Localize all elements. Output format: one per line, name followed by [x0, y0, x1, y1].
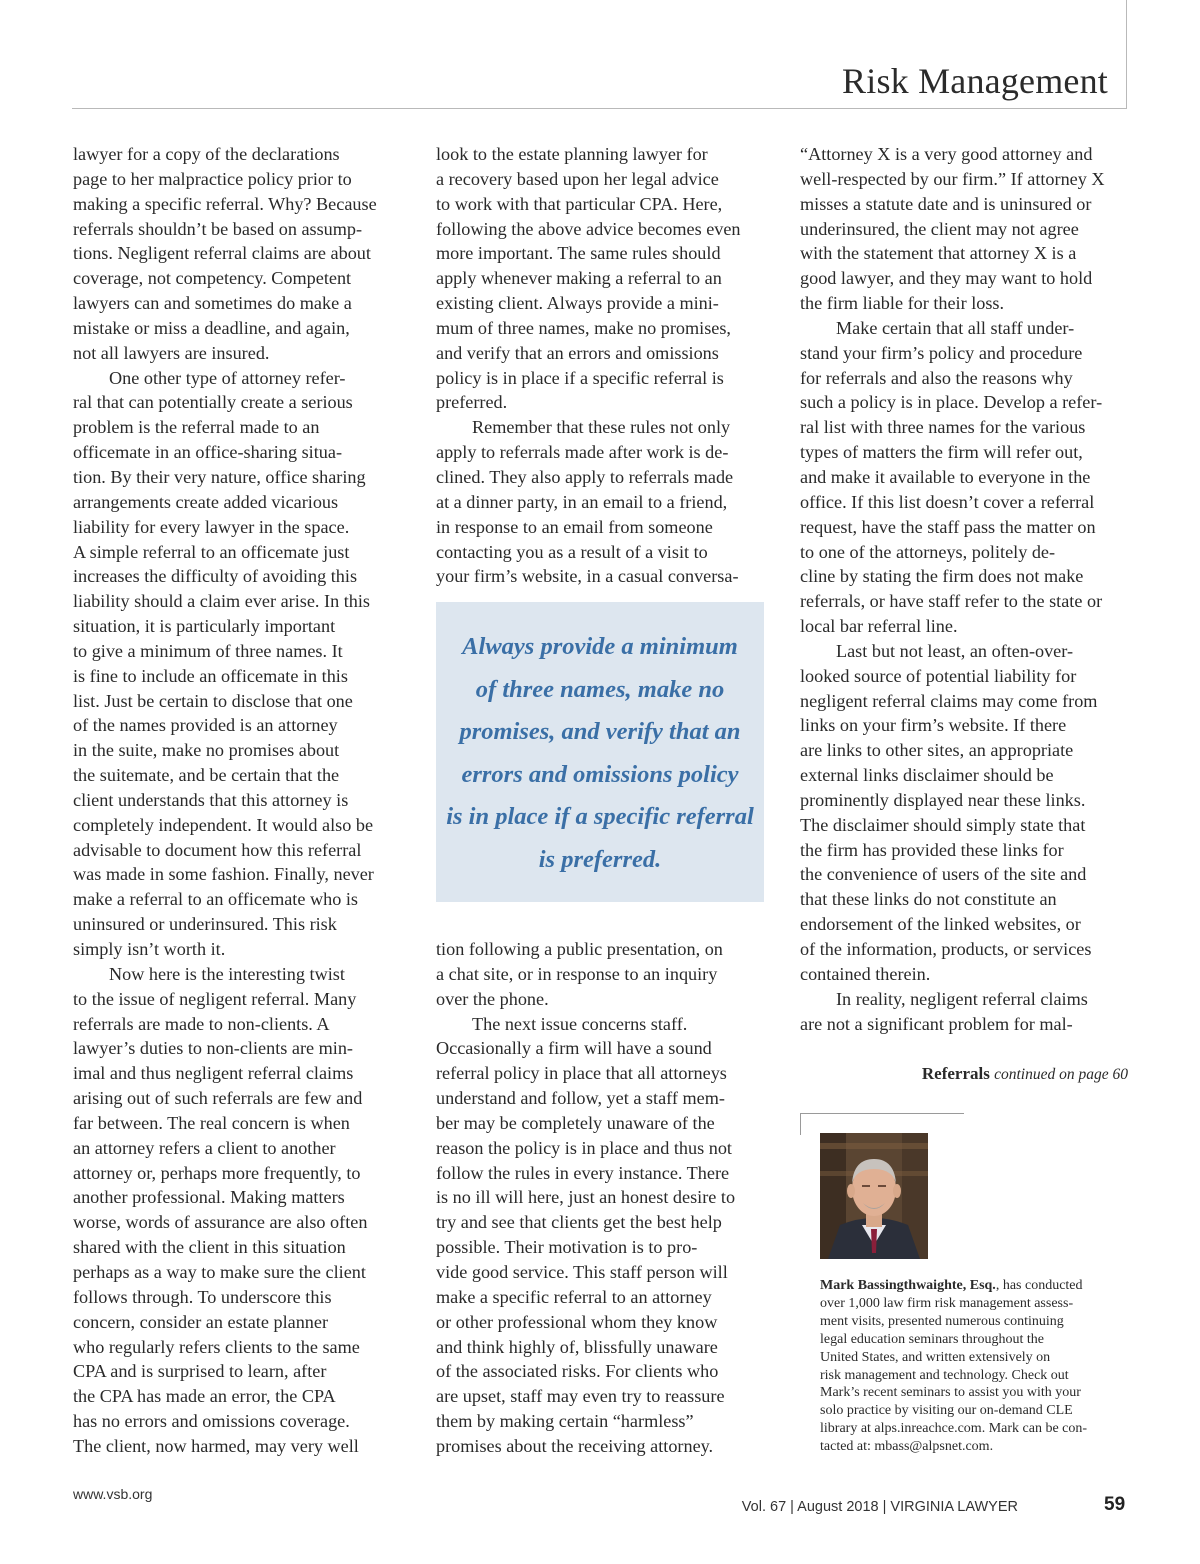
text-line: in the suite, make no promises about [73, 740, 340, 761]
text-line: not all lawyers are insured. [73, 342, 270, 363]
text-line: preferred. [436, 392, 508, 413]
text-line: the suitemate, and be certain that the [73, 765, 340, 786]
paragraph [73, 142, 413, 366]
text-line: following the above advice becomes even [436, 218, 741, 239]
pull-quote-line: is preferred. [538, 845, 662, 873]
text-line: more important. The same rules should [436, 243, 721, 264]
text-line: types of matters the firm will refer out, [800, 442, 1083, 463]
text-line: office. If this list doesn’t cover a referral [800, 491, 1095, 512]
text-line: page to her malpractice policy prior to [73, 168, 352, 189]
text-line: follow the rules in every instance. There [436, 1162, 730, 1183]
text-line: of the information, products, or services [800, 939, 1092, 959]
paragraph [73, 366, 413, 962]
paragraph [436, 142, 776, 415]
text-line: your firm’s website, in a casual conversa- [436, 566, 739, 587]
bio-line: legal education seminars throughout the [820, 1331, 1044, 1347]
paragraph [800, 142, 1140, 316]
text-line: of the associated risks. For clients who [436, 1361, 719, 1382]
section-title: Risk Management [842, 61, 1108, 101]
author-photo [820, 1133, 928, 1259]
text-line: to work with that particular CPA. Here, [436, 193, 723, 214]
pull-quote-text [436, 626, 764, 881]
text-line: that these links do not constitute an [800, 889, 1057, 910]
text-line: situation, it is particularly important [73, 616, 336, 637]
text-line: look to the estate planning lawyer for [436, 144, 708, 164]
text-line: make a referral to an officemate who is [73, 889, 358, 910]
text-line: simply isn’t worth it. [73, 939, 226, 959]
paragraph [436, 415, 776, 589]
text-line: referrals shouldn’t be based on assump- [73, 218, 363, 239]
author-portrait-graphic [820, 1133, 928, 1259]
text-line: external links disclaimer should be [800, 765, 1054, 786]
paragraph [436, 937, 776, 1012]
text-line: a chat site, or in response to an inquiry [436, 963, 718, 984]
text-line: reason the policy is in place and thus not [436, 1137, 732, 1158]
author-bio [820, 1277, 1128, 1456]
text-line: The client, now harmed, may very well [73, 1435, 359, 1456]
text-line: completely independent. It would also be [73, 814, 374, 835]
text-line: underinsured, the client may not agree [800, 218, 1079, 239]
text-line: misses a statute date and is uninsured or [800, 193, 1092, 214]
text-line: uninsured or underinsured. This risk [73, 914, 337, 935]
text-line: “Attorney X is a very good attorney and [800, 144, 1093, 164]
bio-lines [820, 1295, 1128, 1456]
text-line: make a specific referral to an attorney [436, 1286, 712, 1307]
text-line: them by making certain “harmless” [436, 1411, 694, 1432]
text-line: are not a significant problem for mal- [800, 1013, 1073, 1034]
paragraph [800, 639, 1140, 987]
text-line: liability should a claim ever arise. In this [73, 591, 370, 612]
text-line: over the phone. [436, 988, 549, 1009]
article-column-2-top [436, 142, 776, 589]
text-line: and verify that an errors and omissions [436, 342, 719, 363]
text-line: the firm liable for their loss. [800, 293, 1005, 314]
header-rule [72, 108, 1126, 109]
bio-rule [800, 1113, 964, 1114]
text-line: policy is in place if a specific referral is [436, 367, 724, 388]
text-line: increases the difficulty of avoiding this [73, 566, 358, 587]
bio-first-line [820, 1277, 1128, 1295]
text-line: with the statement that attorney X is a [800, 243, 1077, 264]
pull-quote-line: of three names, make no [475, 675, 725, 703]
text-line: links on your firm’s website. If there [800, 715, 1067, 736]
text-line: was made in some fashion. Finally, never [73, 864, 374, 885]
text-line: worse, words of assurance are also often [73, 1212, 368, 1233]
text-line: who regularly refers clients to the same [73, 1336, 360, 1357]
text-line: A simple referral to an officemate just [73, 541, 350, 562]
text-line: has no errors and omissions coverage. [73, 1411, 350, 1432]
text-line: or other professional whom they know [436, 1311, 718, 1332]
text-line: for referrals and also the reasons why [800, 367, 1073, 388]
continued-note [800, 1064, 1128, 1084]
bio-line: library at alps.inreachce.com. Mark can be con- [820, 1421, 1088, 1437]
text-line: referrals are made to non-clients. A [73, 1013, 330, 1034]
text-line: in response to an email from someone [436, 516, 713, 537]
text-line: tion. By their very nature, office sharing [73, 466, 366, 487]
text-line: another professional. Making matters [73, 1187, 345, 1208]
article-column-3 [800, 142, 1140, 1036]
footer-issue: Vol. 67 | August 2018 | VIRGINIA LAWYER [741, 1499, 1018, 1515]
text-line: negligent referral claims may come from [800, 690, 1098, 711]
text-line: apply whenever making a referral to an [436, 268, 722, 289]
text-line: attorney or, perhaps more frequently, to [73, 1162, 361, 1183]
text-line: concern, consider an estate planner [73, 1311, 329, 1332]
text-line: prominently displayed near these links. [800, 789, 1086, 810]
pull-quote-line: is in place if a specific referral [446, 803, 754, 830]
footer-url: www.vsb.org [73, 1486, 153, 1502]
text-line: such a policy is in place. Develop a refer- [800, 392, 1103, 413]
text-line: ral list with three names for the various [800, 417, 1086, 438]
text-line: contained therein. [800, 963, 931, 984]
text-line: looked source of potential liability for [800, 665, 1077, 686]
text-line: cline by stating the firm does not make [800, 566, 1084, 587]
text-line: Remember that these rules not only [472, 417, 731, 438]
text-line: CPA and is surprised to learn, after [73, 1361, 327, 1382]
article-column-2-bottom [436, 937, 776, 1459]
text-line: mum of three names, make no promises, [436, 317, 731, 338]
text-line: In reality, negligent referral claims [836, 988, 1088, 1009]
text-line: possible. Their motivation is to pro- [436, 1237, 698, 1258]
text-line: to give a minimum of three names. It [73, 640, 343, 661]
text-line: the convenience of users of the site and [800, 864, 1087, 885]
paragraph [800, 316, 1140, 639]
text-line: apply to referrals made after work is de- [436, 442, 729, 463]
text-line: officemate in an office-sharing situa- [73, 442, 343, 463]
text-line: lawyer for a copy of the declarations [73, 144, 340, 164]
header-vertical-rule [1126, 0, 1127, 109]
text-line: perhaps as a way to make sure the client [73, 1261, 366, 1282]
text-line: are upset, staff may even try to reassure [436, 1386, 725, 1407]
text-line: mistake or miss a deadline, and again, [73, 317, 350, 338]
text-line: to the issue of negligent referral. Many [73, 988, 357, 1009]
text-line: stand your firm’s policy and procedure [800, 342, 1083, 363]
text-line: advisable to document how this referral [73, 839, 362, 860]
paragraph [800, 987, 1140, 1037]
text-line: to one of the attorneys, politely de- [800, 541, 1056, 562]
text-line: is no ill will here, just an honest desire to [436, 1187, 736, 1208]
text-line: well-respected by our firm.” If attorney X [800, 168, 1105, 189]
text-line: list. Just be certain to disclose that one [73, 690, 353, 711]
bio-line: Mark’s recent seminars to assist you with your [820, 1385, 1081, 1401]
bio-vertical-rule [800, 1113, 801, 1135]
text-line: contacting you as a result of a visit to [436, 541, 708, 562]
text-line: are links to other sites, an appropriate [800, 740, 1074, 761]
text-line: the firm has provided these links for [800, 839, 1064, 860]
text-line: request, have the staff pass the matter on [800, 516, 1096, 537]
text-line: One other type of attorney refer- [109, 367, 346, 388]
text-line: Last but not least, an often-over- [836, 640, 1074, 661]
bio-line: United States, and written extensively on [820, 1349, 1051, 1365]
text-line: at a dinner party, in an email to a friend, [436, 491, 728, 512]
text-line: good lawyer, and they may want to hold [800, 268, 1093, 289]
text-line: tion following a public presentation, on [436, 939, 723, 959]
text-line: Now here is the interesting twist [109, 963, 345, 984]
text-line: liability for every lawyer in the space. [73, 516, 350, 537]
pull-quote-line: promises, and verify that an [459, 718, 741, 745]
text-line: making a specific referral. Why? Because [73, 193, 377, 214]
text-line: clined. They also apply to referrals made [436, 466, 734, 487]
text-line: follows through. To underscore this [73, 1286, 332, 1307]
text-line: The disclaimer should simply state that [800, 814, 1086, 835]
text-line: a recovery based upon her legal advice [436, 168, 719, 189]
text-line: promises about the receiving attorney. [436, 1435, 714, 1456]
paragraph [73, 962, 413, 1459]
pull-quote-box [436, 602, 764, 902]
text-line: local bar referral line. [800, 616, 958, 637]
text-line: endorsement of the linked websites, or [800, 914, 1081, 935]
text-line: client understands that this attorney is [73, 789, 349, 810]
text-line: understand and follow, yet a staff mem- [436, 1088, 725, 1109]
continued-keyword: Referrals [921, 1064, 990, 1083]
text-line: far between. The real concern is when [73, 1112, 350, 1133]
pull-quote-line: errors and omissions policy [461, 760, 739, 788]
bio-line: solo practice by visiting our on-demand CLE [820, 1403, 1073, 1419]
text-line: is fine to include an officemate in this [73, 665, 348, 686]
text-line: an attorney refers a client to another [73, 1137, 336, 1158]
text-line: problem is the referral made to an [73, 417, 320, 438]
text-line: existing client. Always provide a mini- [436, 293, 719, 314]
text-line: of the names provided is an attorney [73, 715, 338, 736]
pull-quote-line: Always provide a minimum [462, 633, 738, 660]
text-line: try and see that clients get the best help [436, 1212, 722, 1233]
text-line: The next issue concerns staff. [472, 1013, 688, 1034]
text-line: the CPA has made an error, the CPA [73, 1386, 336, 1407]
paragraph [436, 1012, 776, 1459]
text-line: shared with the client in this situation [73, 1237, 346, 1258]
text-line: Occasionally a firm will have a sound [436, 1038, 712, 1059]
text-line: lawyers can and sometimes do make a [73, 293, 352, 314]
page-number: 59 [1104, 1494, 1126, 1515]
text-line: coverage, not competency. Competent [73, 268, 352, 289]
text-line: vide good service. This staff person will [436, 1261, 728, 1282]
text-line: ber may be completely unaware of the [436, 1112, 715, 1133]
text-line: ral that can potentially create a serious [73, 392, 353, 413]
continued-text: continued on page 60 [994, 1066, 1128, 1083]
bio-line: tacted at: mbass@alpsnet.com. [820, 1439, 994, 1455]
text-line: tions. Negligent referral claims are about [73, 243, 371, 264]
bio-line: ment visits, presented numerous continuing [820, 1313, 1064, 1329]
text-line: arising out of such referrals are few and [73, 1088, 363, 1109]
text-line: Make certain that all staff under- [836, 317, 1075, 338]
text-line: referral policy in place that all attorneys [436, 1063, 727, 1084]
text-line: and think highly of, blissfully unaware [436, 1336, 718, 1357]
bio-line: risk management and technology. Check out [820, 1367, 1069, 1383]
article-column-1 [73, 142, 413, 1459]
text-line: lawyer’s duties to non-clients are min- [73, 1038, 353, 1059]
author-name: Mark Bassingthwaighte, Esq. [820, 1278, 996, 1293]
text-line: arrangements create added vicarious [73, 491, 339, 512]
bio-first-line-rest: , has conducted [995, 1278, 1083, 1293]
text-line: referrals, or have staff refer to the state or [800, 591, 1103, 612]
text-line: imal and thus negligent referral claims [73, 1063, 354, 1084]
text-line: and make it available to everyone in the [800, 466, 1091, 487]
bio-line: over 1,000 law firm risk management assess- [820, 1295, 1074, 1311]
